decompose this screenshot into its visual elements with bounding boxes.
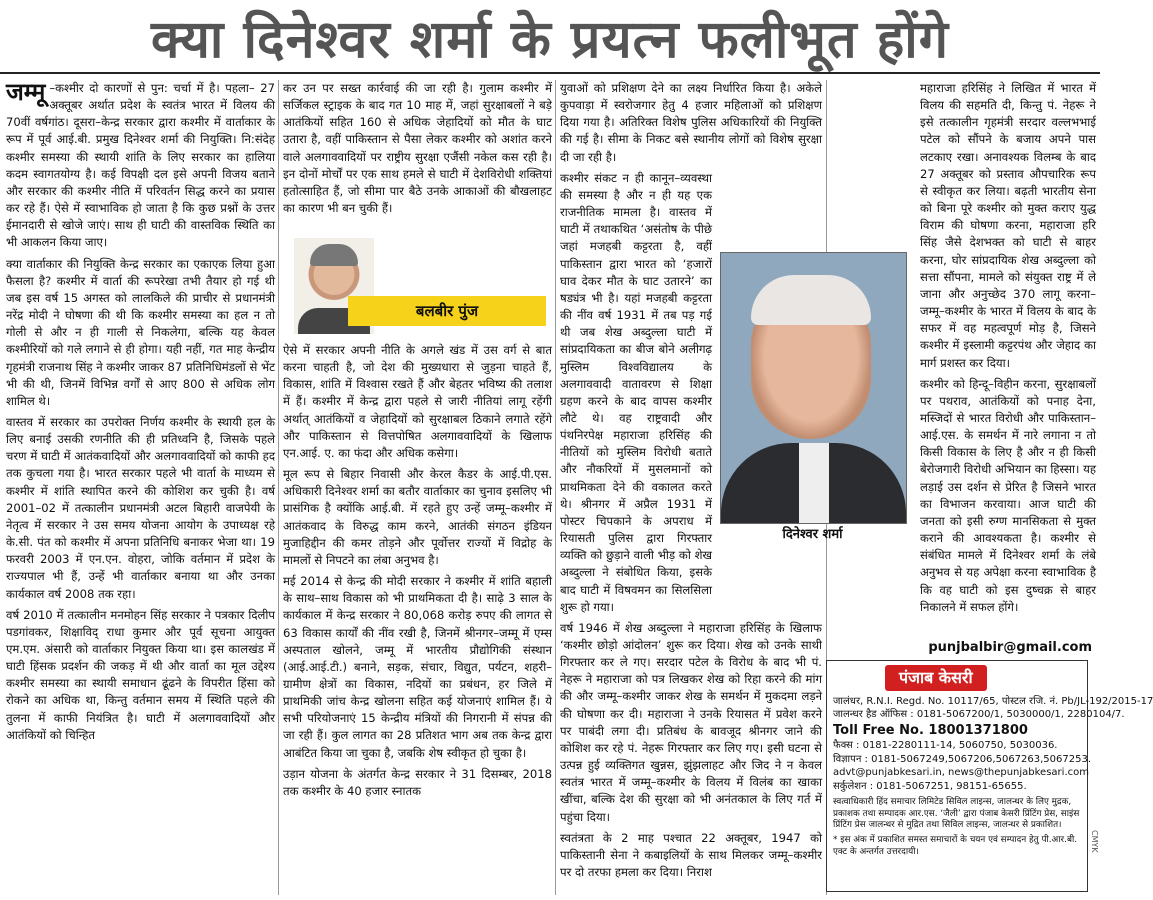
registration-line: जालंधर, R.N.I. Regd. No. 10117/65, पोस्टल रजि. नं. Pb/JL-192/2015-17 [833,695,1153,707]
prb-note: * इस अंक में प्रकाशित समस्त समाचारों के चयन एवं सम्पादन हेतु पी.आर.बी. एक्ट के अन्तर्गत उत्तरदायी। [833,835,1078,857]
paragraph: उड़ान योजना के अंतर्गत केन्द्र सरकार ने 31 दिसम्बर, 2018 तक कश्मीर के 40 हजार स्नातक [283,766,552,798]
article-column-2 [283,80,552,892]
paragraph: वर्ष 1946 में शेख अब्दुल्ला ने महाराजा हरिसिंह के खिलाफ ‘कश्मीर छोड़ो आंदोलन’ शुरू कर दिया। शेख को उनके साथी गिरफ्तार कर ले गए। सरदार पटेल के विरोध के बाद भी पं. नेहरू ने महाराजा को पत्र लिखकर शेख को रिहा करने की मांग की और जम्मू–कश्मीर जाकर शेख के समर्थन में मुकदमा लड़ने की घोषणा कर दी। महाराजा ने उनके रियासत में प्रवेश करने पर पाबंदी लगा दी। प्रतिबंध के बावजूद श्रीनगर जाने की कोशिश कर रहे पं. नेहरू गिरफ्तार कर लिए गए। इसी घटना से उत्पन्न हुई व्यक्तिगत खुन्नस, झुंझलाहट और जिद ने न केवल स्वतंत्र भारत में जम्मू–कश्मीर के विलय में विलंब का खाका खींचा, बल्कि देश की सुरक्षा को भी अनंतकाल के लिए गर्त में पहुंचा दिया। [560,620,822,824]
paragraph: –कश्मीर दो कारणों से पुन: चर्चा में है। पहला– 27 अक्तूबर अर्थात प्रदेश के स्वतंत्र भारत में विलय की 70वीं वर्षगांठ। दूसरा–केन्द्र सरकार द्वारा कश्मीर में वार्ताकार के रूप में पूर्व आई.बी. प्रमुख दिनेश्वर शर्मा की नियुक्ति। नि:संदेह कश्मीर समस्या की स्थायी शांति के लिए सरकार का हालिया कदम स्वागतयोग्य है। कई विपक्षी दल इसे अपनी विजय बताने और सरकार की कश्मीर नीति में परिवर्तन सिद्ध करने का प्रयास कर रहे हैं। ऐसे में स्वाभाविक हो जाता है कि कुछ प्रश्नों के उत्तर ईमानदारी से खोजे जाएं। साथ ही घाटी की वास्तविक स्थिति का भी आकलन किया जाए। [6,81,275,250]
ads-line: विज्ञापन : 0181-5067249,5067206,5067263,5067253. [833,753,1092,765]
paragraph: क्या वार्ताकार की नियुक्ति केन्द्र सरकार का एकाएक लिया हुआ फैसला है? कश्मीर में वार्ता की रूपरेखा तभी तैयार हो गई थी जब इस वर्ष 15 अगस्त को लालकिले की प्राचीर से प्रधानमंत्री नरेंद्र मोदी ने घोषणा की थी कि कश्मीर समस्या का हल न तो गोली से और न ही गाली से निकलेगा, बल्कि यह केवल कश्मीरियों को गले लगाने से ही होगा। यही नहीं, गत माह केन्द्रीय गृहमंत्री राजनाथ सिंह ने कश्मीर जाकर 87 प्रतिनिधिमंडलों से भेंट भी की थी, जिनमें विभिन्न वर्गों से आए 800 से अधिक लोग शामिल थे। [6,256,275,408]
paragraph: कर उन पर सख्त कार्रवाई की जा रही है। गुलाम कश्मीर में सर्जिकल स्ट्राइक के बाद गत 10 माह में, जहां सुरक्षाबलों ने बड़े आतंकियों सहित 160 से अधिक जेहादियों को मौत के घाट उतारा है, वहीं पाकिस्तान से पैसा लेकर कश्मीर को अशांत करने वाले अलगाववादियों पर राष्ट्रीय सुरक्षा एजैंसी नकेल कस रही है। इन दोनों मोर्चों पर एक साथ हमले से घाटी में देशविरोधी शक्तियां हतोत्साहित हैं, जो सीमा पार बैठे उनके आकाओं की बौखलाहट का कारण भी बन चुकी हैं। [283,81,552,216]
email-line: advt@punjabkesari.in, news@thepunjabkesari.com [833,767,1089,779]
paragraph: वास्तव में सरकार का उपरोक्त निर्णय कश्मीर के स्थायी हल के लिए बनाई उसकी रणनीति की ही प्रतिध्वनि है, जिसके पहले चरण में घाटी में आतंकवादियों और अलगाववादियों को काफी हद तक कुचला गया है। भारत सरकार पहले भी वार्ता के माध्यम से कश्मीर में शांति स्थापित करने की कोशिश कर चुकी है। वर्ष 2001–02 में तत्कालीन प्रधानमंत्री अटल बिहारी वाजपेयी के नेतृत्व में सरकार ने उस समय योजना आयोग के उपाध्यक्ष रहे के.सी. पंत को कश्मीर में अपना प्रतिनिधि बनाकर भेजा था। 19 फरवरी 2003 में एन.एन. वोहरा, जोकि वर्तमान में प्रदेश के राज्यपाल भी हैं, उन्हें भी वार्ताकार बनाया था और उनका कार्यकाल वर्ष 2008 तक रहा। [6,414,275,601]
column-rule [555,80,556,895]
paragraph: मई 2014 से केन्द्र की मोदी सरकार ने कश्मीर में शांति बहाली के साथ–साथ विकास को भी प्राथमिकता दी है। साढ़े 3 साल के कार्यकाल में केन्द्र सरकार ने 80,068 करोड़ रुपए की लागत से 63 विकास कार्यों की नींव रखी है, जिनमें श्रीनगर–जम्मू में एम्स अस्पताल खोलने, जम्मू में भारतीय प्रौद्योगिकी संस्थान (आई.आई.टी.) बनाने, सड़क, संचार, विद्युत, पर्यटन, शहरी–ग्रामीण क्षेत्रों का विकास, नदियों का प्रबंधन, हर जिले में प्राथमिकी जांच केन्द्र खोलना सहित कई योजनाएं शामिल हैं। ये सभी परियोजनाएं 15 केन्द्रीय मंत्रियों की निगरानी में संपन्न की जा रही हैं। कुल लागत का 28 प्रतिशत भाग अब तक केन्द्र द्वारा आबंटित किया जा चुका है, जबकि शेष स्वीकृत हो चुका है। [283,574,552,760]
author-byline [288,238,548,338]
headline: क्या दिनेश्वर शर्मा के प्रयत्न फलीभूत होंगे [0,2,1100,74]
article-column-1 [6,80,275,892]
dateline: जम्मू [6,78,46,106]
fax-line: फैक्स : 0181-2280111-14, 5060750, 5030036. [833,740,1058,752]
head-office-line: जालन्धर हैड ऑफिस : 0181-5067200/1, 5030000/1, 2280104/7. [833,709,1125,721]
dineshwar-sharma-photo [720,252,907,524]
circulation-line: सर्कुलेशन : 0181-5067251, 98151-65655. [833,780,1027,792]
column-rule [278,80,279,895]
paragraph: कश्मीर को हिन्दू–विहीन करना, सुरक्षाबलों पर पथराव, आतंकियों को पनाह देना, मस्जिदों से भारत विरोधी और पाकिस्तान–आई.एस. के समर्थन में नारे लगाना न तो किसी विकास के लिए है और न ही किसी बेरोजगारी विरोधी अभियान का हिस्सा। यह लड़ाई उस दर्शन से प्रेरित है जिसने भारत का विभाजन करवाया। आज घाटी की जनता को इसी रुग्ण मानसिकता से मुक्त कराने की आवश्यकता है। कश्मीर से संबंधित मामले में दिनेश्वर शर्मा के लंबे अनुभव से यह अपेक्षा करना स्वाभाविक है कि वह घाटी को इस दुष्चक्र से बाहर निकालने में सफल होंगे। [920,376,1096,614]
paragraph: युवाओं को प्रशिक्षण देने का लक्ष्य निर्धारित किया है। अकेले कुपवाड़ा में स्वरोजगार हेतु 4 हजार महिलाओं को प्रशिक्षण दिया गया है। अतिरिक्त विशेष पुलिस अधिकारियों की नियुक्ति की गई है। सीमा के निकट बसे स्थानीय लोगों को विशेष सुरक्षा दी जा रही है। [560,81,822,164]
paragraph: ऐसे में सरकार अपनी नीति के अगले खंड में उस वर्ग से बात करना चाहती है, जो देश की मुख्यधारा से जुड़ना चाहते हैं, विकास, शांति में विश्वास रखते हैं और बेहतर भविष्य की तलाश में हैं। कश्मीर में केन्द्र द्वारा पहले से जारी नीतियां लागू रहेंगी अर्थात् आतंकियों व जेहादियों को सुरक्षाबल ठिकाने लगाते रहेंगे और पाकिस्तान से वित्तपोषित अलगाववादियों के खिलाफ एन.आई. ए. का फंदा और अधिक कसेगा। [283,343,552,460]
cmyk-mark: CMYK [1090,830,1099,853]
author-email: punjbalbir@gmail.com [928,640,1092,655]
paragraph: स्वतंत्रता के 2 माह पश्चात 22 अक्तूबर, 1947 को पाकिस्तानी सेना ने कबाइलियों के साथ मिलकर जम्मू–कश्मीर पर दो तरफा हमला कर दिया। निराश [560,830,822,880]
newspaper-logo: पंजाब केसरी [885,665,987,691]
paragraph: महाराजा हरिसिंह ने लिखित में भारत में विलय की सहमति दी, किन्तु पं. नेहरू ने इसे तत्कालीन गृहमंत्री सरदार वल्लभभाई पटेल को सौंपने के बजाय अपने पास लटकाए रखा। अनावश्यक विलम्ब के बाद 27 अक्तूबर को प्रस्ताव औपचारिक रूप से स्वीकृत कर लिया। बढ़ती भारतीय सेना को बिना पूरे कश्मीर को मुक्त कराए युद्ध विराम की घोषणा करना, महाराजा हरि सिंह जैसे देशभक्त को घाटी से बाहर करना, घोर सांप्रदायिक शेख अब्दुल्ला को सत्ता सौंपना, मामले को संयुक्त राष्ट्र में ले जाना और अनुच्छेद 370 लागू करना–जम्मू–कश्मीर के भारत में विलय के बाद के सफर में वह महत्वपूर्ण मोड़ है, जिसने कश्मीर में इस्लामी कट्टरपंथ और जेहाद का मार्ग प्रशस्त कर दिया। [920,81,1096,370]
author-name: बलबीर पुंज [348,296,546,326]
toll-free-line: Toll Free No. 18001371800 [833,722,1028,738]
paragraph: कश्मीर संकट न ही कानून–व्यवस्था की समस्या है और न ही यह एक राजनीतिक मामला है। वास्तव में घाटी में तथाकथित ‘असंतोष के पीछे जहां मजहबी कट्टरता है, वहीं पाकिस्तान द्वारा भारत को ‘हजारों घाव देकर मौत के घाट उतारने’ का षड्यंत्र भी है। यहां मजहबी कट्टरता की नींव वर्ष 1931 में तब पड़ गई थी जब शेख अब्दुल्ला घाटी में सांप्रदायिकता का बीज बोने अलीगढ़ मुस्लिम विश्वविद्यालय के अलगाववादी वातावरण से शिक्षा ग्रहण करने के बाद वापस कश्मीर लौटे थे। वह राष्ट्रवादी और पंथनिरपेक्ष महाराजा हरिसिंह की नीतियों को मुस्लिम विरोधी बताते और नौकरियों में मुसलमानों को प्राथमिकता देने की वकालत करते थे। श्रीनगर में अप्रैल 1931 में पोस्टर चिपकाने के अपराध में रियासती पुलिस द्वारा गिरफ्तार व्यक्ति को छुड़ाने वाली भीड़ को शेख अब्दुल्ला ने संबोधित किया, इसके बाद घाटी में विषवमन का सिलसिला शुरू हो गया। [560,170,712,614]
paragraph: मूल रूप से बिहार निवासी और केरल कैडर के आई.पी.एस. अधिकारी दिनेश्वर शर्मा का बतौर वार्ताकार का चुनाव इसलिए भी प्रासंगिक है क्योंकि आई.बी. में रहते हुए उन्हें जम्मू–कश्मीर में आतंकवाद के विरुद्ध काम करने, आतंकी संगठन इंडियन मुजाहिद्दीन की कमर तोड़ने और पूर्वोत्तर राज्यों में विद्रोह के मामलों से निपटने का लंबा अनुभव है। [283,467,552,567]
paragraph: वर्ष 2010 में तत्कालीन मनमोहन सिंह सरकार ने पत्रकार दिलीप पडगांवकर, शिक्षाविद् राधा कुमार और पूर्व सूचना आयुक्त एम.एम. अंसारी को वार्ताकार नियुक्त किया था। इस कालखंड में घाटी हिंसक प्रदर्शन की जकड़ में थी और वार्ता का मूल उद्देश्य कश्मीर समस्या का स्थायी समाधान ढूंढने के विपरीत हिंसा को रोकने का अधिक था, किन्तु वर्तमान समय में स्थिति पहले की तुलना में काफी नियंत्रित है। घाटी में अलगाववादियों और आतंकियों को चिन्हित [6,607,275,742]
publisher-note: स्वत्वाधिकारी हिंद समाचार लिमिटेड सिविल लाइन्स, जालन्धर के लिए मुद्रक, प्रकाशक तथा सम्पादक आर.एस. ‘जैली’ द्वारा पंजाब केसरी प्रिंटिंग प्रेस, साइंस प्रिंटिंग प्रेस जालन्धर से मुद्रित तथा सिविल लाइन्स, जालन्धर से प्रकाशित। [833,797,1080,830]
photo-caption: दिनेश्वर शर्मा [782,527,843,542]
